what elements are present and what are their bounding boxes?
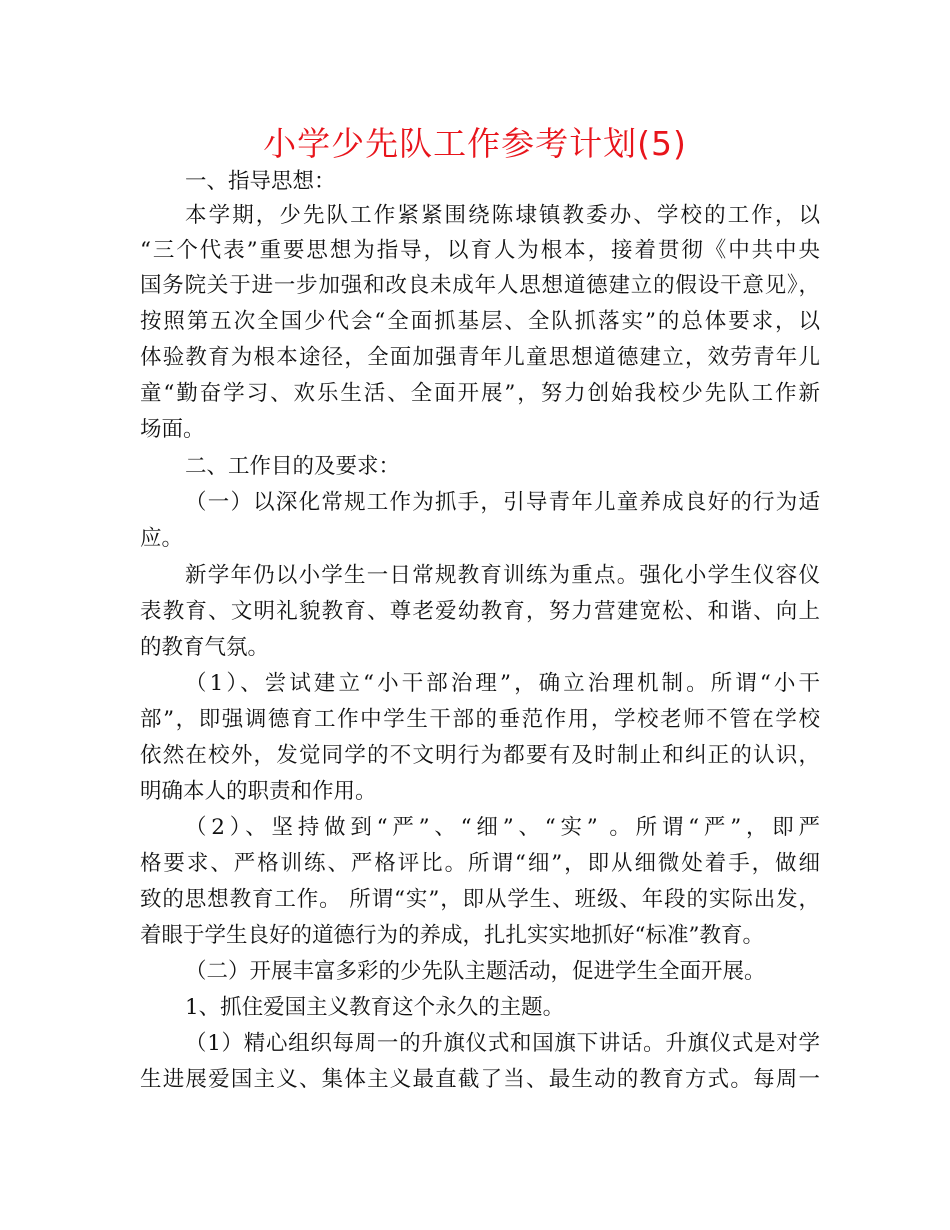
paragraph-line: 童“勤奋学习、欢乐生活、全面开展”，努力创始我校少先队工作新 bbox=[140, 381, 820, 406]
paragraph-line: （二）开展丰富多彩的少先队主题活动，促进学生全面开展。 bbox=[185, 959, 766, 984]
paragraph-line: 表教育、文明礼貌教育、尊老爱幼教育，努力营建宽松、和谐、向上 bbox=[140, 599, 820, 624]
paragraph-line: 二、工作目的及要求： bbox=[185, 454, 401, 479]
paragraph-line: 部”，即强调德育工作中学生干部的垂范作用，学校老师不管在学校 bbox=[140, 707, 820, 732]
paragraph-line: 一、指导思想： bbox=[185, 169, 336, 194]
paragraph-line: 致的思想教育工作。 所谓“实”，即从学生、班级、年段的实际出发， bbox=[140, 887, 820, 912]
document-title: 小学少先队工作参考计划(5) bbox=[263, 124, 687, 163]
paragraph-line: 国务院关于进一步加强和改良未成年人思想道德建立的假设干意见》， bbox=[140, 273, 820, 298]
paragraph-line: 依然在校外，发觉同学的不文明行为都要有及时制止和纠正的认识， bbox=[140, 743, 820, 768]
paragraph-line: （2）、坚持做到“严”、“细”、“实” 。所谓“严”，即严 bbox=[185, 815, 820, 840]
paragraph-line: （1）、尝试建立“小干部治理”，确立治理机制。所谓“小干 bbox=[185, 671, 820, 696]
paragraph-line: 按照第五次全国少代会“全面抓基层、全队抓落实”的总体要求，以 bbox=[140, 309, 820, 334]
paragraph-line: 的教育气氛。 bbox=[140, 635, 270, 660]
paragraph-line: “三个代表”重要思想为指导，以育人为根本，接着贯彻《中共中央 bbox=[140, 238, 820, 263]
paragraph-line: 明确本人的职责和作用。 bbox=[140, 779, 377, 804]
paragraph-line: 体验教育为根本途径，全面加强青年儿童思想道德建立，效劳青年儿 bbox=[140, 345, 820, 370]
paragraph-line: （一）以深化常规工作为抓手，引导青年儿童养成良好的行为适 bbox=[185, 490, 820, 515]
paragraph-line: 格要求、严格训练、严格评比。所谓“细”，即从细微处着手，做细 bbox=[140, 851, 820, 876]
paragraph-line: 新学年仍以小学生一日常规教育训练为重点。强化小学生仪容仪 bbox=[185, 563, 820, 588]
paragraph-line: 着眼于学生良好的道德行为的养成，扎扎实实地抓好“标准”教育。 bbox=[140, 923, 764, 948]
paragraph-line: 本学期，少先队工作紧紧围绕陈埭镇教委办、学校的工作，以 bbox=[185, 203, 820, 228]
paragraph-line: 场面。 bbox=[140, 417, 205, 442]
paragraph-line: 1、抓住爱国主义教育这个永久的主题。 bbox=[185, 995, 565, 1020]
paragraph-line: 生进展爱国主义、集体主义最直截了当、最生动的教育方式。每周一 bbox=[140, 1067, 820, 1092]
paragraph-line: （1）精心组织每周一的升旗仪式和国旗下讲话。升旗仪式是对学 bbox=[185, 1031, 820, 1056]
paragraph-line: 应。 bbox=[140, 526, 184, 551]
